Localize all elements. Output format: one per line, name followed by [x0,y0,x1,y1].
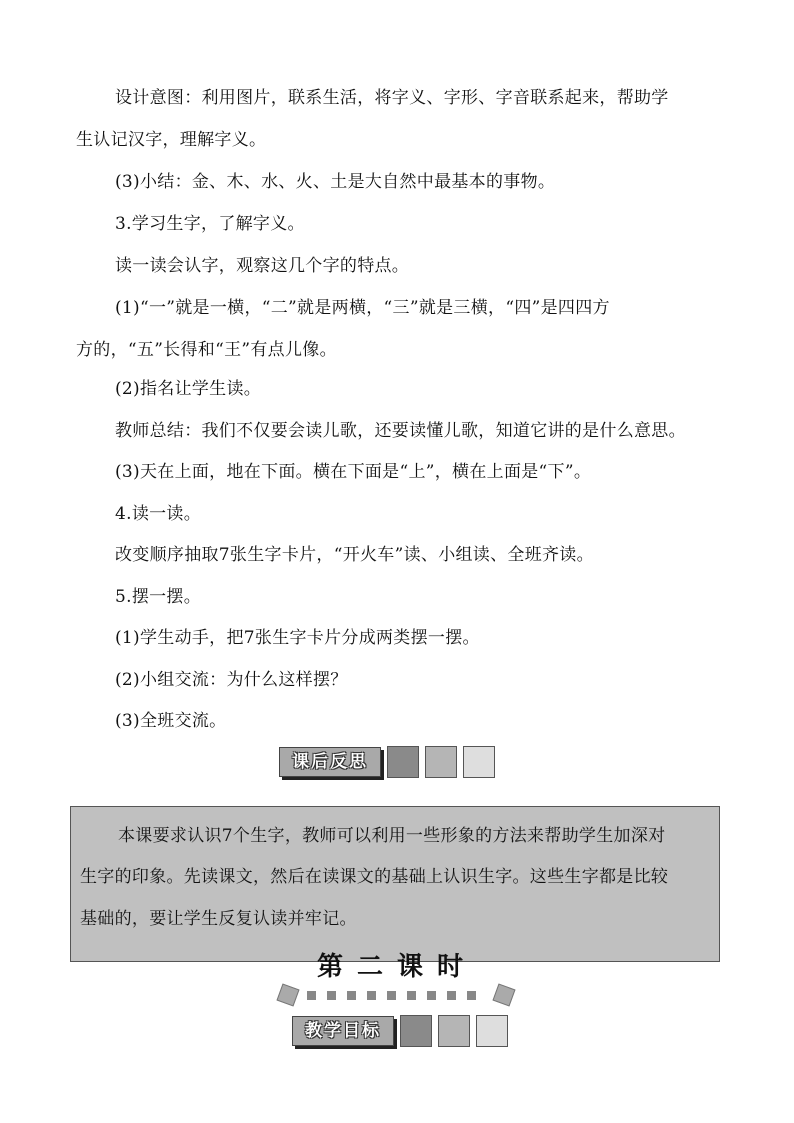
banner-square [438,1015,470,1047]
banner-square [463,746,495,778]
text-line: 5.摆一摆。 [115,587,202,607]
banner-square [476,1015,508,1047]
text-line: 改变顺序抽取7张生字卡片，“开火车”读、小组读、全班齐读。 [115,545,594,565]
deco-dot [467,991,476,1000]
banner-square [425,746,457,778]
deco-dot [387,991,396,1000]
deco-dot [307,991,316,1000]
deco-dot [347,991,356,1000]
reflection-box [70,806,720,962]
text-line: (3)天在上面，地在下面。横在下面是“上”，横在上面是“下”。 [115,462,592,482]
deco-dot [407,991,416,1000]
reflection-text-line: 生字的印象。先读课文，然后在读课文的基础上认识生字。这些生字都是比较 [80,867,669,887]
text-line: (2)指名让学生读。 [115,379,262,399]
text-line: (1)学生动手，把7张生字卡片分成两类摆一摆。 [115,628,480,648]
banner-square [387,746,419,778]
lesson-heading: 第二课时 [316,952,477,980]
deco-tile [492,983,515,1006]
objectives-banner-label: 教学目标 [292,1016,394,1046]
banner-square [400,1015,432,1047]
deco-dot [447,991,456,1000]
text-line: (3)小结：金、木、水、火、土是大自然中最基本的事物。 [115,172,556,192]
text-line: 设计意图：利用图片，联系生活，将字义、字形、字音联系起来，帮助学 [115,88,669,108]
text-line: 3.学习生字，了解字义。 [115,214,305,234]
text-line: (2)小组交流：为什么这样摆？ [115,670,348,690]
reflection-banner [279,747,495,777]
heading-decoration [277,986,517,1004]
deco-dot [327,991,336,1000]
text-line: 读一读会认字，观察这几个字的特点。 [115,256,410,276]
text-line: 教师总结：我们不仅要会读儿歌，还要读懂儿歌，知道它讲的是什么意思。 [115,421,686,441]
deco-dot [367,991,376,1000]
deco-tile [276,983,299,1006]
reflection-text-line: 本课要求认识7个生字，教师可以利用一些形象的方法来帮助学生加深对 [118,826,666,846]
objectives-banner [292,1016,508,1046]
text-line: 方的，“五”长得和“王”有点儿像。 [76,340,337,360]
text-line: 生认记汉字，理解字义。 [76,130,267,150]
reflection-banner-label: 课后反思 [279,747,381,777]
text-line: (1)“一”就是一横，“二”就是两横，“三”就是三横，“四”是四四方 [115,298,610,318]
deco-dot [427,991,436,1000]
text-line: 4.读一读。 [115,504,202,524]
text-line: (3)全班交流。 [115,711,227,731]
reflection-text-line: 基础的，要让学生反复认读并牢记。 [80,909,357,929]
